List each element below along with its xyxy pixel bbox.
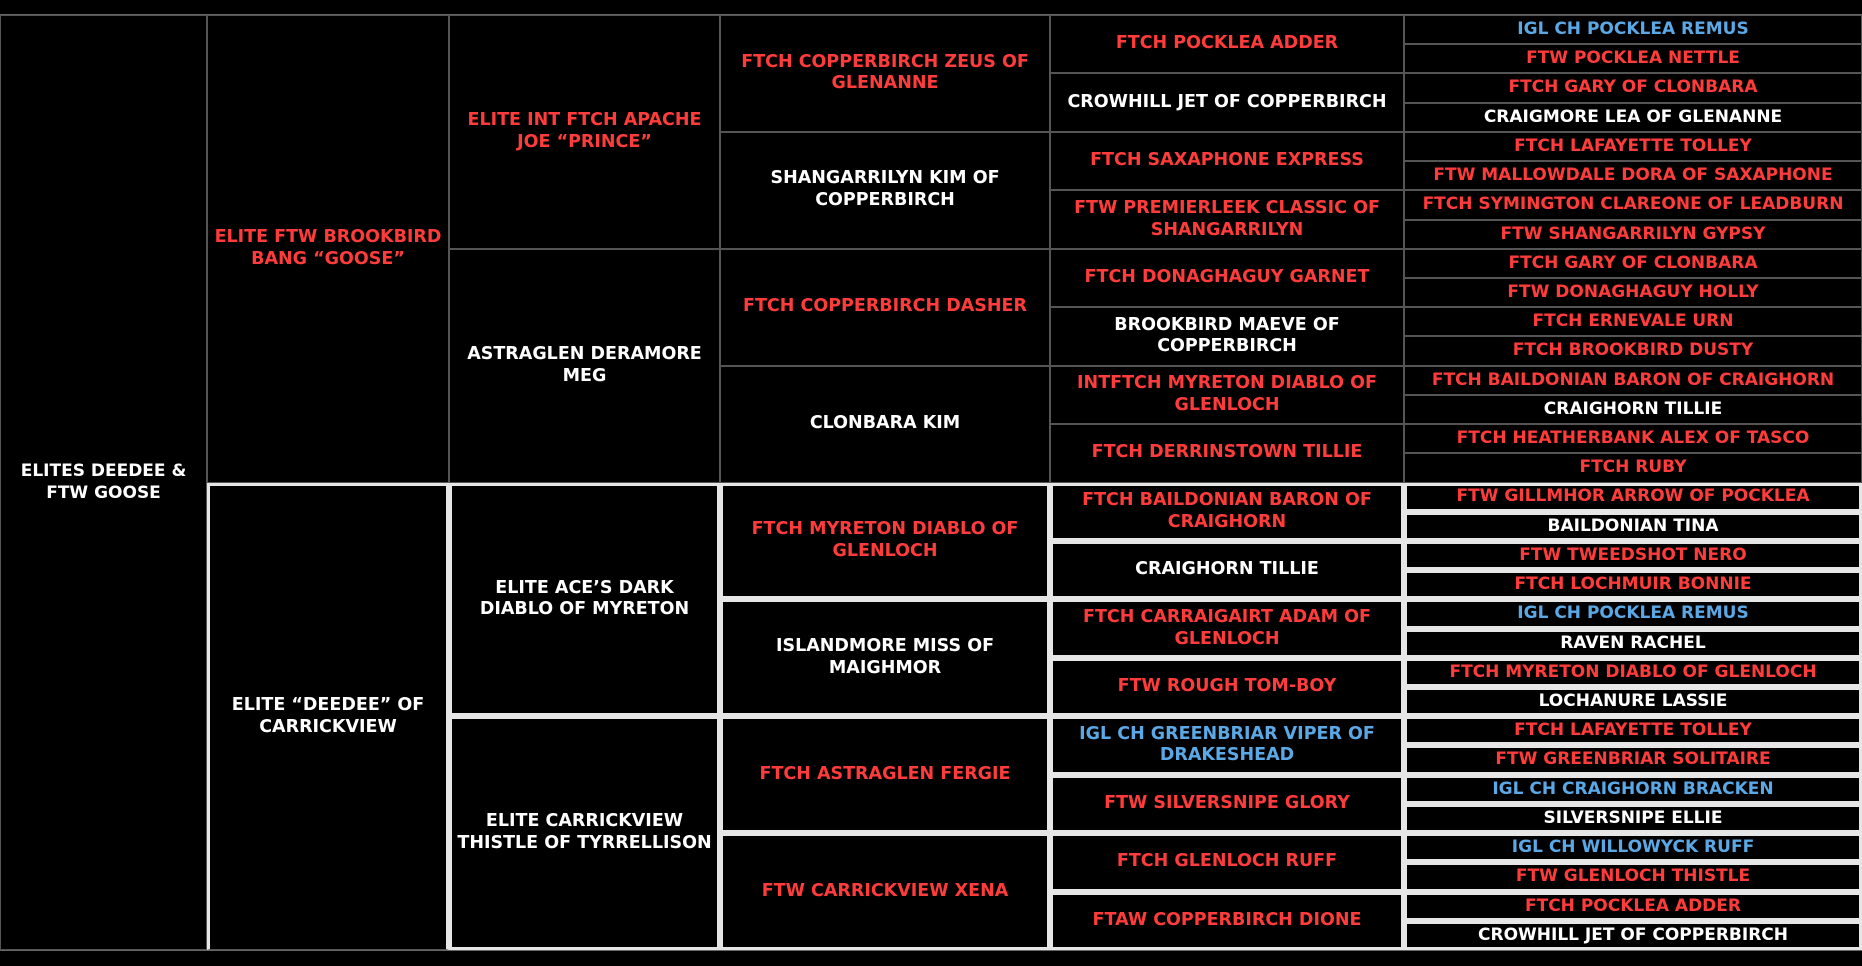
- gen4-dog-16: FTAW COPPERBIRCH DIONE: [1050, 892, 1404, 950]
- gen3-dog-3: FTCH COPPERBIRCH DASHER: [720, 249, 1050, 366]
- gen5-dog-7: FTCH SYMINGTON CLAREONE OF LEADBURN: [1404, 190, 1862, 219]
- gen2-dog-2: ASTRAGLEN DERAMORE MEG: [449, 249, 720, 483]
- gen4-dog-2: CROWHILL JET OF COPPERBIRCH: [1050, 73, 1404, 131]
- top-strip: [0, 0, 1862, 15]
- gen3-dog-8: FTW CARRICKVIEW XENA: [720, 833, 1050, 950]
- gen4-dog-1: FTCH POCKLEA ADDER: [1050, 15, 1404, 73]
- bottom-strip: [0, 950, 1862, 966]
- gen5-dog-30: FTW GLENLOCH THISTLE: [1404, 862, 1862, 891]
- gen2-dog-1: ELITE INT FTCH APACHE JOE “PRINCE”: [449, 15, 720, 249]
- gen4-dog-9: FTCH BAILDONIAN BARON OF CRAIGHORN: [1050, 483, 1404, 541]
- gen5-dog-21: IGL CH POCKLEA REMUS: [1404, 599, 1862, 628]
- gen5-dog-27: IGL CH CRAIGHORN BRACKEN: [1404, 775, 1862, 804]
- gen4-dog-12: FTW ROUGH TOM-BOY: [1050, 658, 1404, 716]
- gen5-dog-10: FTW DONAGHAGUY HOLLY: [1404, 278, 1862, 307]
- gen5-dog-17: FTW GILLMHOR ARROW OF POCKLEA: [1404, 483, 1862, 512]
- gen3-dog-4: CLONBARA KIM: [720, 366, 1050, 483]
- gen3-dog-5: FTCH MYRETON DIABLO OF GLENLOCH: [720, 483, 1050, 600]
- gen5-dog-20: FTCH LOCHMUIR BONNIE: [1404, 570, 1862, 599]
- gen4-dog-14: FTW SILVERSNIPE GLORY: [1050, 775, 1404, 833]
- gen5-dog-15: FTCH HEATHERBANK ALEX OF TASCO: [1404, 424, 1862, 453]
- gen5-dog-6: FTW MALLOWDALE DORA OF SAXAPHONE: [1404, 161, 1862, 190]
- gen4-dog-13: IGL CH GREENBRIAR VIPER OF DRAKESHEAD: [1050, 716, 1404, 774]
- gen5-dog-14: CRAIGHORN TILLIE: [1404, 395, 1862, 424]
- gen3-dog-2: SHANGARRILYN KIM OF COPPERBIRCH: [720, 132, 1050, 249]
- gen5-dog-9: FTCH GARY OF CLONBARA: [1404, 249, 1862, 278]
- gen5-dog-22: RAVEN RACHEL: [1404, 629, 1862, 658]
- gen5-dog-16: FTCH RUBY: [1404, 453, 1862, 482]
- gen5-dog-24: LOCHANURE LASSIE: [1404, 687, 1862, 716]
- subject: ELITES DEEDEE & FTW GOOSE: [0, 15, 207, 950]
- gen5-dog-5: FTCH LAFAYETTE TOLLEY: [1404, 132, 1862, 161]
- gen3-dog-7: FTCH ASTRAGLEN FERGIE: [720, 716, 1050, 833]
- gen5-dog-12: FTCH BROOKBIRD DUSTY: [1404, 336, 1862, 365]
- gen4-dog-5: FTCH DONAGHAGUY GARNET: [1050, 249, 1404, 307]
- gen5-dog-4: CRAIGMORE LEA OF GLENANNE: [1404, 103, 1862, 132]
- gen4-dog-4: FTW PREMIERLEEK CLASSIC OF SHANGARRILYN: [1050, 190, 1404, 248]
- gen5-dog-31: FTCH POCKLEA ADDER: [1404, 892, 1862, 921]
- gen3-dog-1: FTCH COPPERBIRCH ZEUS OF GLENANNE: [720, 15, 1050, 132]
- gen2-dog-4: ELITE CARRICKVIEW THISTLE OF TYRRELLISON: [449, 716, 720, 950]
- gen5-dog-1: IGL CH POCKLEA REMUS: [1404, 15, 1862, 44]
- gen4-dog-11: FTCH CARRAIGAIRT ADAM OF GLENLOCH: [1050, 599, 1404, 657]
- gen5-dog-3: FTCH GARY OF CLONBARA: [1404, 73, 1862, 102]
- gen5-dog-2: FTW POCKLEA NETTLE: [1404, 44, 1862, 73]
- gen5-dog-29: IGL CH WILLOWYCK RUFF: [1404, 833, 1862, 862]
- gen4-dog-8: FTCH DERRINSTOWN TILLIE: [1050, 424, 1404, 482]
- gen5-dog-19: FTW TWEEDSHOT NERO: [1404, 541, 1862, 570]
- gen4-dog-3: FTCH SAXAPHONE EXPRESS: [1050, 132, 1404, 190]
- gen5-dog-26: FTW GREENBRIAR SOLITAIRE: [1404, 745, 1862, 774]
- gen5-dog-11: FTCH ERNEVALE URN: [1404, 307, 1862, 336]
- gen5-dog-8: FTW SHANGARRILYN GYPSY: [1404, 220, 1862, 249]
- gen2-dog-3: ELITE ACE’S DARK DIABLO OF MYRETON: [449, 483, 720, 717]
- gen4-dog-6: BROOKBIRD MAEVE OF COPPERBIRCH: [1050, 307, 1404, 365]
- gen5-dog-28: SILVERSNIPE ELLIE: [1404, 804, 1862, 833]
- gen5-dog-23: FTCH MYRETON DIABLO OF GLENLOCH: [1404, 658, 1862, 687]
- gen1-dog-1: ELITE FTW BROOKBIRD BANG “GOOSE”: [207, 15, 449, 483]
- gen4-dog-7: INTFTCH MYRETON DIABLO OF GLENLOCH: [1050, 366, 1404, 424]
- gen5-dog-18: BAILDONIAN TINA: [1404, 512, 1862, 541]
- gen1-dog-2: ELITE “DEEDEE” OF CARRICKVIEW: [207, 483, 449, 951]
- gen4-dog-10: CRAIGHORN TILLIE: [1050, 541, 1404, 599]
- gen4-dog-15: FTCH GLENLOCH RUFF: [1050, 833, 1404, 891]
- gen3-dog-6: ISLANDMORE MISS OF MAIGHMOR: [720, 599, 1050, 716]
- gen5-dog-32: CROWHILL JET OF COPPERBIRCH: [1404, 921, 1862, 950]
- gen5-dog-13: FTCH BAILDONIAN BARON OF CRAIGHORN: [1404, 366, 1862, 395]
- gen5-dog-25: FTCH LAFAYETTE TOLLEY: [1404, 716, 1862, 745]
